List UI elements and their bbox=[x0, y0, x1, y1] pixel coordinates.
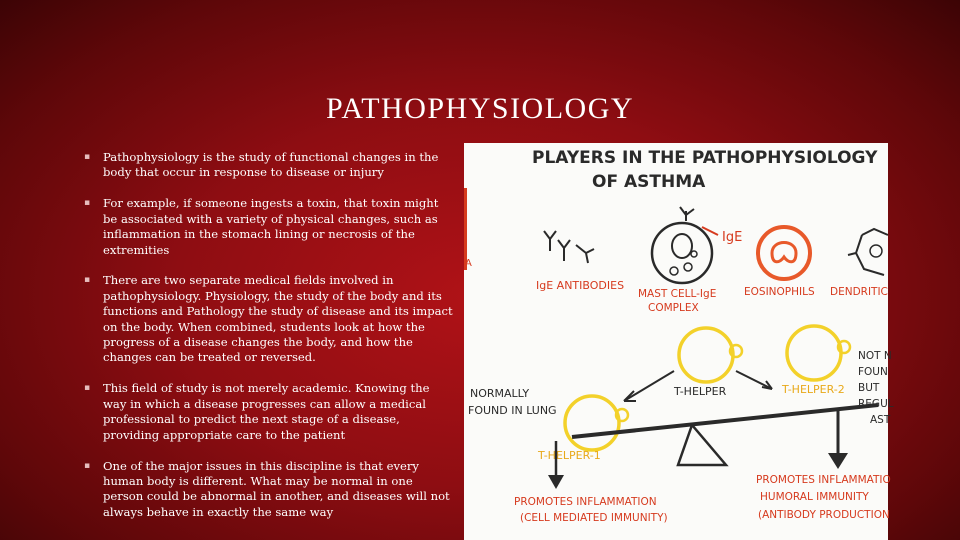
asthma-diagram-image bbox=[464, 143, 894, 540]
dendritic-cell-icon bbox=[848, 229, 888, 275]
dendritic-label: DENDRITIC bbox=[830, 286, 888, 298]
slide-title: PATHOPHYSIOLOGY bbox=[325, 92, 635, 125]
bullet-item bbox=[84, 459, 456, 521]
down-arrow-head-icon bbox=[828, 453, 848, 469]
bullet-item bbox=[84, 196, 456, 258]
arrow-to-th2 bbox=[736, 371, 772, 389]
eosinophil-icon bbox=[758, 227, 810, 279]
promotes-right-line3: (ANTIBODY PRODUCTION bbox=[758, 509, 890, 521]
bullet-marker: ▪ bbox=[84, 460, 91, 471]
seesaw-fulcrum-icon bbox=[678, 425, 726, 465]
normally-label-line1: NORMALLY bbox=[470, 387, 530, 400]
bullet-marker: ▪ bbox=[84, 383, 91, 394]
left-edge-label: A bbox=[465, 258, 472, 269]
bullet-text: There are two separate medical fields involved in pathophysiology. Physiology, the study of the body and its functions and Pathology the study of disease and its impact on the body. When combined, students look at how the progress of a disease changes the body, and how the changes can be treated or reversed. bbox=[103, 273, 453, 365]
bullet-text: This field of study is not merely academic. Knowing the way in which a disease progresses can allow a medical professional to predict the next stage of a disease, providing appropriate care to the patient bbox=[103, 381, 430, 442]
bullet-marker: ▪ bbox=[84, 152, 91, 162]
t-helper-label: T-HELPER bbox=[674, 385, 727, 398]
ige-antibodies-icon bbox=[544, 231, 594, 263]
ige-label: IgE bbox=[722, 230, 743, 245]
right-note-line: FOUN bbox=[858, 366, 888, 378]
promotes-left-line1: PROMOTES INFLAMMATION bbox=[514, 496, 657, 508]
down-arrow-head-icon bbox=[548, 475, 564, 489]
bullet-item bbox=[84, 381, 456, 443]
right-note-line: AST bbox=[870, 414, 891, 426]
arrow-to-th1 bbox=[624, 371, 674, 401]
t-helper-2-label: T-HELPER-2 bbox=[782, 383, 845, 396]
bullet-marker: ▪ bbox=[84, 198, 91, 209]
bullet-item bbox=[84, 150, 456, 181]
bullet-item bbox=[84, 273, 456, 365]
promotes-right-line2: HUMORAL IMMUNITY bbox=[760, 491, 869, 503]
bullet-text: One of the major issues in this discipline is that every human body is different. What may be normal in one person could be abnormal in another, and diseases will not always behave in exactly the same way bbox=[103, 458, 450, 519]
t-helper-1-cell-icon bbox=[565, 396, 628, 450]
right-note-line: NOT N bbox=[858, 350, 892, 362]
mast-cell-label-line2: COMPLEX bbox=[648, 302, 699, 314]
bullet-marker: ▪ bbox=[84, 275, 91, 286]
t-helper-2-cell-icon bbox=[787, 326, 850, 380]
mast-cell-label-line1: MAST CELL-IgE bbox=[638, 288, 717, 300]
diagram-title-line1: PLAYERS IN THE PATHOPHYSIOLOGY bbox=[532, 148, 878, 168]
diagram-title-line2: OF ASTHMA bbox=[592, 172, 706, 192]
normally-label-line2: FOUND IN LUNG bbox=[468, 404, 557, 417]
right-note-line: BUT bbox=[858, 382, 880, 394]
promotes-right-line1: PROMOTES INFLAMMATIO bbox=[756, 474, 891, 486]
bullet-list bbox=[84, 150, 456, 536]
right-note-line: REGUL bbox=[858, 398, 894, 410]
bullet-text: For example, if someone ingests a toxin, that toxin might be associated with a variety of physical changes, such as inflammation in the stomach lining or necrosis of the extremities bbox=[103, 196, 439, 257]
promotes-left-line2: (CELL MEDIATED IMMUNITY) bbox=[520, 512, 668, 524]
mast-cell-icon bbox=[652, 207, 712, 283]
eosinophils-label: EOSINOPHILS bbox=[744, 286, 815, 298]
t-helper-cell-icon bbox=[679, 328, 742, 382]
bullet-text: Pathophysiology is the study of functional changes in the body that occur in response to disease or injury bbox=[103, 150, 439, 180]
t-helper-1-label: T-HELPER-1 bbox=[538, 449, 601, 462]
ige-antibodies-label: IgE ANTIBODIES bbox=[536, 279, 625, 292]
asthma-diagram-svg bbox=[464, 143, 894, 540]
